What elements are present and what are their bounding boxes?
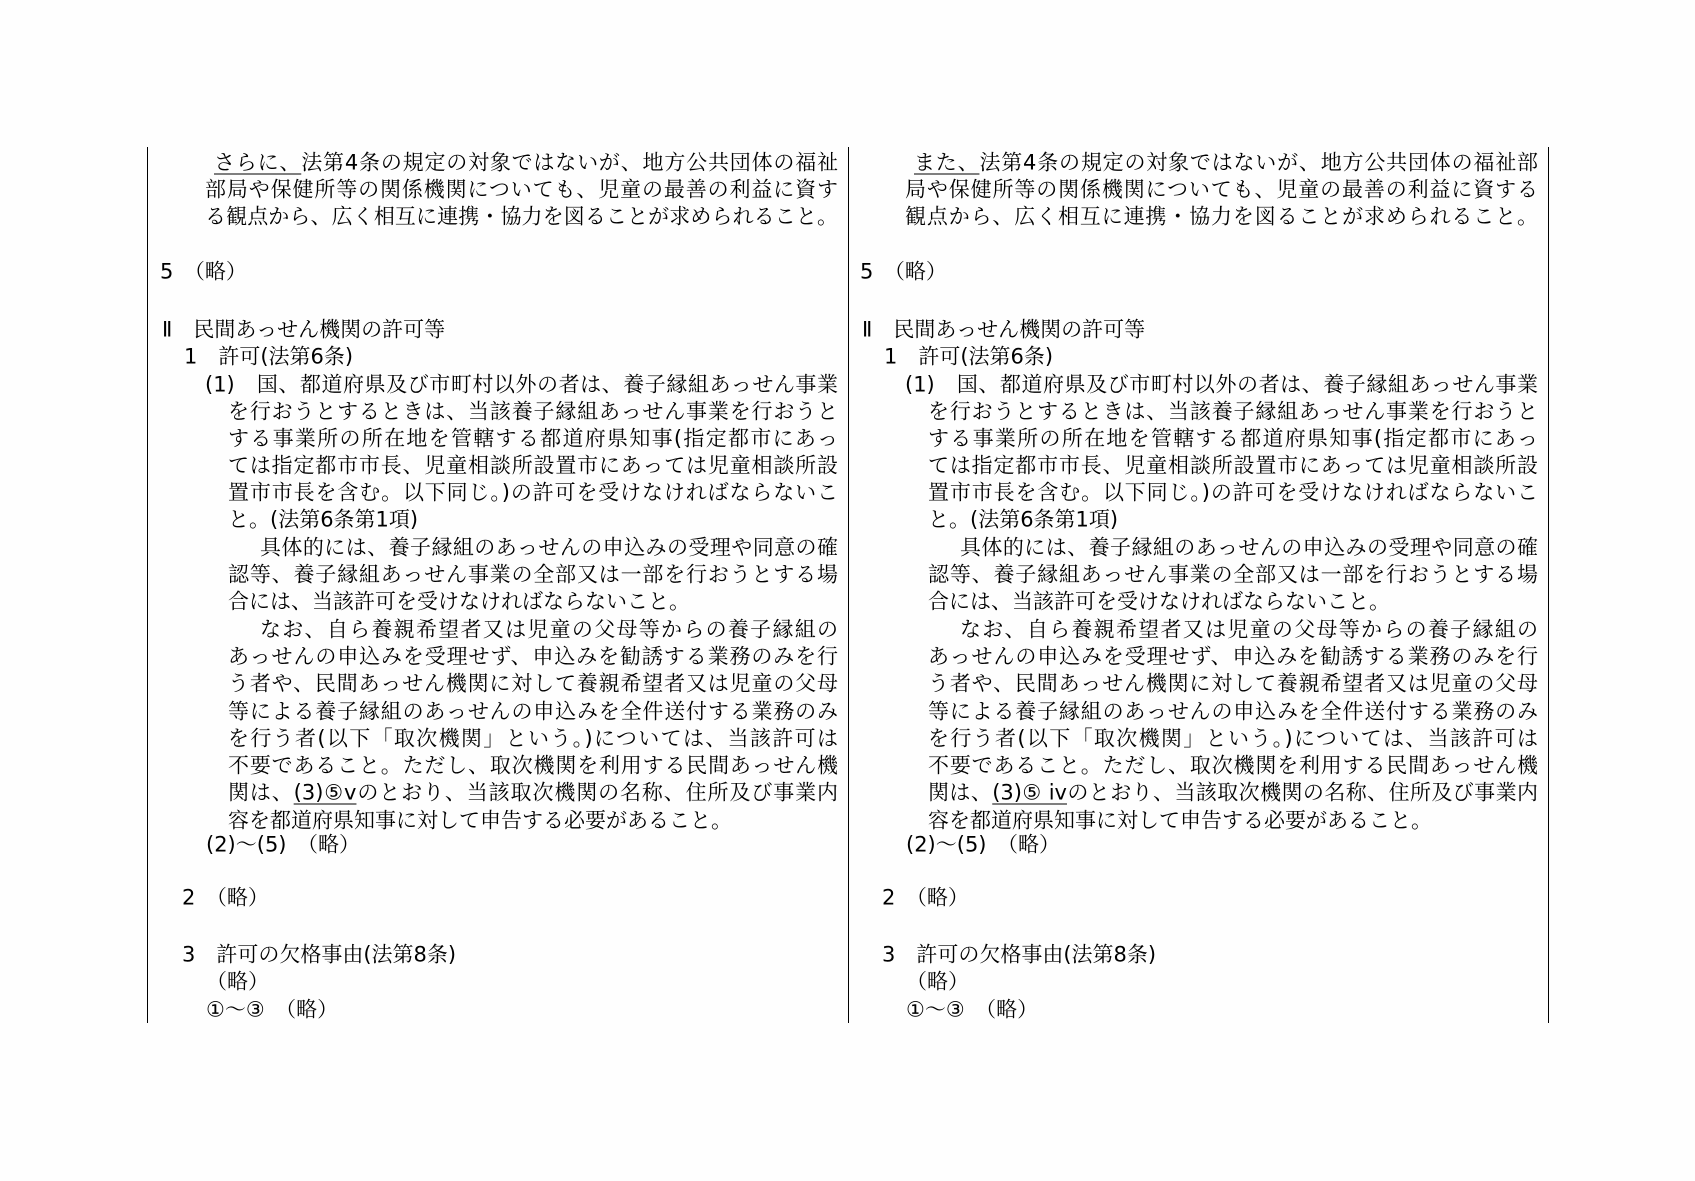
text-line — [928, 589, 1390, 616]
text-segment: う者や、民間あっせん機関に対して養親希望者又は児童の父母 — [928, 671, 1538, 696]
text-line — [162, 317, 445, 344]
text-line — [914, 150, 1538, 177]
text-segment: を行う者(以下「取次機関」という。)については、当該許可は — [928, 726, 1538, 751]
text-line — [928, 426, 1538, 453]
text-segment: 3 許可の欠格事由(法第8条) — [882, 942, 1157, 967]
text-segment: と。(法第6条第1項) — [228, 507, 419, 532]
text-segment: Ⅱ 民間あっせん機関の許可等 — [862, 317, 1146, 342]
text-line — [928, 753, 1538, 780]
text-segment: (1) 国、都道府県及び市町村以外の者は、養子縁組あっせん事業 — [205, 372, 838, 397]
text-line — [960, 617, 1538, 644]
text-segment: 関は、 — [928, 780, 993, 805]
text-segment: 認等、養子縁組あっせん事業の全部又は一部を行おうとする場 — [228, 562, 838, 587]
text-line — [228, 808, 732, 835]
text-segment: 置市市長を含む。以下同じ。)の許可を受けなければならないこ — [228, 480, 838, 505]
text-segment: 2 （略） — [882, 885, 969, 910]
text-segment: と。(法第6条第1項) — [928, 507, 1119, 532]
text-line — [928, 562, 1538, 589]
text-line — [928, 808, 1432, 835]
text-segment: を行おうとするときは、当該養子縁組あっせん事業を行おうと — [928, 399, 1538, 424]
text-segment: (2)～(5) （略） — [906, 832, 1060, 857]
text-segment: 観点から、広く相互に連携・協力を図ることが求められること。 — [905, 204, 1538, 229]
text-segment: 容を都道府県知事に対して申告する必要があること。 — [928, 808, 1432, 833]
text-line — [960, 535, 1538, 562]
text-segment: あっせんの申込みを受理せず、申込みを勧誘する業務のみを行 — [928, 644, 1538, 669]
underlined-change: また、 — [914, 150, 980, 175]
text-segment: 部局や保健所等の関係機関についても、児童の最善の利益に資す — [205, 177, 838, 202]
text-segment: する事業所の所在地を管轄する都道府県知事(指定都市にあっ — [928, 426, 1538, 451]
text-line — [228, 507, 418, 534]
text-line — [905, 372, 1538, 399]
text-segment: なお、自ら養親希望者又は児童の父母等からの養子縁組の — [960, 617, 1538, 642]
text-segment: 不要であること。ただし、取次機関を利用する民間あっせん機 — [228, 753, 838, 778]
text-line — [884, 344, 1053, 371]
text-segment: 置市市長を含む。以下同じ。)の許可を受けなければならないこ — [928, 480, 1538, 505]
text-segment: 1 許可(法第6条) — [884, 344, 1054, 369]
text-segment: Ⅱ 民間あっせん機関の許可等 — [162, 317, 446, 342]
text-line — [928, 644, 1538, 671]
text-line — [928, 507, 1118, 534]
text-segment: なお、自ら養親希望者又は児童の父母等からの養子縁組の — [260, 617, 838, 642]
text-segment: 具体的には、養子縁組のあっせんの申込みの受理や同意の確 — [960, 535, 1538, 560]
text-line — [182, 942, 456, 969]
text-segment: あっせんの申込みを受理せず、申込みを勧誘する業務のみを行 — [228, 644, 838, 669]
text-line — [928, 699, 1538, 726]
text-segment: 法第4条の規定の対象ではないが、地方公共団体の福祉部 — [979, 150, 1539, 175]
text-segment: 5 （略） — [160, 259, 247, 284]
text-segment: ①～③ （略） — [906, 997, 1039, 1022]
column-revised — [0, 0, 838, 1181]
text-segment: 等による養子縁組のあっせんの申込みを全件送付する業務のみ — [928, 699, 1538, 724]
text-line — [928, 726, 1538, 753]
text-segment: う者や、民間あっせん機関に対して養親希望者又は児童の父母 — [228, 671, 838, 696]
text-segment: 合には、当該許可を受けなければならないこと。 — [928, 589, 1390, 614]
text-segment: 局や保健所等の関係機関についても、児童の最善の利益に資する — [905, 177, 1538, 202]
table-border-right — [1548, 147, 1549, 1023]
underlined-change: (3)⑤ iv — [992, 780, 1067, 805]
text-line — [906, 832, 1060, 859]
text-segment: ては指定都市市長、児童相談所設置市にあっては児童相談所設 — [228, 453, 838, 478]
text-line — [184, 344, 353, 371]
text-segment: のとおり、当該取次機関の名称、住所及び事業内 — [1066, 780, 1539, 805]
text-segment: 5 （略） — [860, 259, 947, 284]
text-line — [905, 177, 1538, 204]
text-line — [882, 885, 969, 912]
text-segment: 法第4条の規定の対象ではないが、地方公共団体の福祉 — [301, 150, 838, 175]
text-line — [182, 885, 269, 912]
text-line — [928, 399, 1538, 426]
underlined-change: さらに、 — [214, 150, 302, 175]
text-segment: する事業所の所在地を管轄する都道府県知事(指定都市にあっ — [228, 426, 838, 451]
text-segment: 等による養子縁組のあっせんの申込みを全件送付する業務のみ — [228, 699, 838, 724]
text-segment: る観点から、広く相互に連携・協力を図ることが求められること。 — [205, 204, 838, 229]
text-segment: 認等、養子縁組あっせん事業の全部又は一部を行おうとする場 — [928, 562, 1538, 587]
text-segment: 関は、 — [228, 780, 294, 805]
text-line — [928, 480, 1538, 507]
text-line — [860, 259, 947, 286]
text-segment: 1 許可(法第6条) — [184, 344, 354, 369]
text-line — [160, 259, 247, 286]
text-line — [882, 942, 1156, 969]
text-segment: ては指定都市市長、児童相談所設置市にあっては児童相談所設 — [928, 453, 1538, 478]
underlined-change: (3)⑤v — [293, 780, 357, 805]
text-line — [928, 453, 1538, 480]
text-line — [206, 832, 360, 859]
text-line — [228, 589, 690, 616]
column-current — [700, 0, 1539, 1181]
text-segment: 合には、当該許可を受けなければならないこと。 — [228, 589, 690, 614]
text-line — [906, 997, 1038, 1024]
text-segment: 不要であること。ただし、取次機関を利用する民間あっせん機 — [928, 753, 1538, 778]
text-segment: 具体的には、養子縁組のあっせんの申込みの受理や同意の確 — [260, 535, 838, 560]
text-line — [862, 317, 1145, 344]
text-segment: ①～③ （略） — [206, 997, 339, 1022]
text-segment: を行う者(以下「取次機関」という。)については、当該許可は — [228, 726, 838, 751]
text-line — [906, 969, 969, 996]
text-line — [206, 969, 269, 996]
text-line — [905, 204, 1538, 231]
text-segment: (1) 国、都道府県及び市町村以外の者は、養子縁組あっせん事業 — [905, 372, 1538, 397]
text-line — [928, 780, 1538, 807]
text-segment: (2)～(5) （略） — [206, 832, 360, 857]
text-segment: （略） — [206, 969, 269, 994]
text-line — [928, 671, 1538, 698]
text-segment: 2 （略） — [182, 885, 269, 910]
text-segment: を行おうとするときは、当該養子縁組あっせん事業を行おうと — [228, 399, 838, 424]
text-segment: 容を都道府県知事に対して申告する必要があること。 — [228, 808, 732, 833]
text-segment: （略） — [906, 969, 969, 994]
text-line — [206, 997, 338, 1024]
text-segment: 3 許可の欠格事由(法第8条) — [182, 942, 457, 967]
text-segment: のとおり、当該取次機関の名称、住所及び事業内 — [356, 780, 838, 805]
